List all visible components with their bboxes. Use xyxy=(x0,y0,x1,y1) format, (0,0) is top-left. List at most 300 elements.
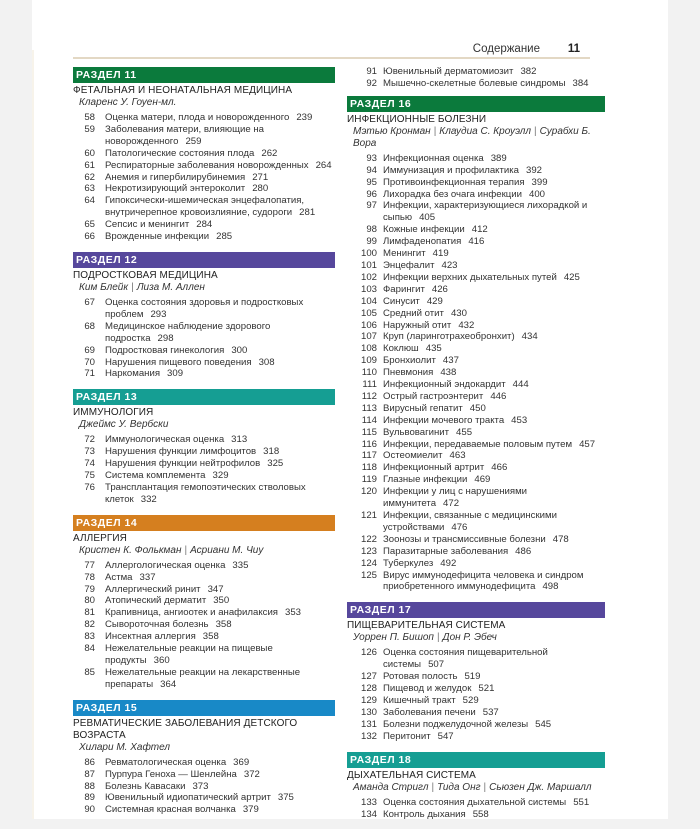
section-label-bar: РАЗДЕЛ 15 xyxy=(73,700,335,716)
toc-entry[interactable] xyxy=(73,345,335,357)
chapter-page: 425 xyxy=(563,271,580,283)
chapter-list xyxy=(73,112,335,243)
chapter-number: 93 xyxy=(366,152,377,164)
toc-entry[interactable] xyxy=(73,607,335,619)
toc-entry[interactable] xyxy=(347,510,605,534)
chapter-number: 130 xyxy=(360,706,377,718)
toc-entry[interactable] xyxy=(347,331,605,343)
chapter-page: 435 xyxy=(425,343,442,355)
chapter-title xyxy=(377,534,605,546)
chapter-title-text: Фарингит xyxy=(383,283,425,295)
toc-entry[interactable] xyxy=(347,320,605,332)
toc-entry[interactable] xyxy=(347,486,605,510)
chapter-number: 80 xyxy=(84,595,95,607)
chapter-page: 453 xyxy=(511,414,528,426)
chapter-title-text: Инсектная аллергия xyxy=(105,631,196,643)
chapter-page: 444 xyxy=(512,379,529,391)
chapter-page: 547 xyxy=(437,730,454,742)
toc-section-13 xyxy=(73,389,335,505)
toc-entry[interactable] xyxy=(73,446,335,458)
chapter-title-text: Болезни поджелудочной железы xyxy=(383,718,529,730)
chapter-title-text: Система комплемента xyxy=(105,470,206,482)
author-separator: | xyxy=(131,281,134,293)
chapter-title xyxy=(377,403,605,415)
chapter-page: 419 xyxy=(432,248,449,260)
chapter-page: 432 xyxy=(458,319,475,331)
chapter-title xyxy=(377,260,605,272)
chapter-number: 121 xyxy=(360,510,377,521)
chapter-number: 59 xyxy=(84,123,95,135)
chapter-title xyxy=(377,78,605,90)
chapter-title xyxy=(377,343,605,355)
chapter-title xyxy=(377,66,605,78)
chapter-number: 129 xyxy=(360,694,377,706)
toc-entry[interactable] xyxy=(73,219,335,231)
chapter-page: 551 xyxy=(573,796,590,808)
chapter-page: 558 xyxy=(472,808,489,820)
chapter-page: 412 xyxy=(471,224,488,236)
toc-entry[interactable] xyxy=(347,546,605,558)
chapter-page: 373 xyxy=(192,780,209,792)
toc-entry[interactable] xyxy=(73,667,335,691)
chapter-title-text: Ревматологическая оценка xyxy=(105,756,227,768)
chapter-page: 450 xyxy=(469,402,486,414)
chapter-page: 318 xyxy=(263,446,280,458)
chapter-title-text: Лимфаденопатия xyxy=(383,236,462,248)
chapter-title xyxy=(377,308,605,320)
chapter-title xyxy=(95,482,335,506)
chapter-number: 77 xyxy=(84,559,95,571)
toc-entry[interactable] xyxy=(347,78,605,90)
chapter-title-text: Аллергический ринит xyxy=(105,583,201,595)
chapter-number: 83 xyxy=(84,631,95,643)
chapter-title xyxy=(95,148,335,160)
chapter-page: 281 xyxy=(299,207,316,219)
author-separator: | xyxy=(431,781,435,793)
chapter-title xyxy=(377,671,605,683)
author-name: Ким Блейк xyxy=(79,281,129,293)
chapter-number: 78 xyxy=(84,571,95,583)
chapter-title xyxy=(377,200,605,224)
chapter-page: 446 xyxy=(490,390,507,402)
chapter-title-text: Некротизирующий энтероколит xyxy=(105,183,246,195)
chapter-title xyxy=(95,183,335,195)
chapter-number: 73 xyxy=(84,446,95,458)
toc-entry[interactable] xyxy=(347,719,605,731)
page-edge xyxy=(32,50,34,819)
toc-column-left xyxy=(73,67,335,825)
chapter-title-text: Наружный отит xyxy=(383,319,452,331)
chapter-page: 472 xyxy=(443,498,460,510)
toc-entry[interactable] xyxy=(347,236,605,248)
chapter-number: 71 xyxy=(84,368,95,380)
toc-entry[interactable] xyxy=(347,379,605,391)
chapter-page: 325 xyxy=(267,458,284,470)
chapter-title-text: Средний отит xyxy=(383,307,444,319)
toc-entry[interactable] xyxy=(347,558,605,570)
chapter-title xyxy=(95,757,335,769)
chapter-title-text: Инфекционный артрит xyxy=(383,462,485,474)
chapter-title-text: Нарушения функции нейтрофилов xyxy=(105,458,261,470)
toc-section-16 xyxy=(347,96,605,594)
chapter-title xyxy=(377,296,605,308)
chapter-page: 337 xyxy=(139,571,156,583)
toc-entry[interactable] xyxy=(347,189,605,201)
chapter-number: 114 xyxy=(361,414,377,426)
chapter-title xyxy=(377,439,605,451)
chapter-number: 62 xyxy=(84,171,95,183)
toc-entry[interactable] xyxy=(73,112,335,124)
author-name: Кристен К. Фолькман xyxy=(79,544,182,556)
chapter-title-text: Синусит xyxy=(383,295,420,307)
section-label-bar: РАЗДЕЛ 13 xyxy=(73,389,335,405)
chapter-title xyxy=(377,683,605,695)
chapter-page: 347 xyxy=(207,583,224,595)
chapter-number: 85 xyxy=(84,666,95,678)
chapter-title-text: Аллергологическая оценка xyxy=(105,559,226,571)
toc-entry[interactable] xyxy=(347,797,605,809)
chapter-title-text: Зоонозы и трансмиссивные болезни xyxy=(383,533,546,545)
chapter-number: 82 xyxy=(84,619,95,631)
chapter-title xyxy=(377,450,605,462)
toc-section-11 xyxy=(73,67,335,243)
chapter-number: 60 xyxy=(84,147,95,159)
chapter-page: 262 xyxy=(261,147,278,159)
chapter-page: 364 xyxy=(160,678,177,690)
chapter-title xyxy=(95,446,335,458)
chapter-number: 66 xyxy=(84,231,95,243)
section-title: ИНФЕКЦИОННЫЕ БОЛЕЗНИ xyxy=(347,113,487,125)
author-name: Сьюзен Дж. Маршалл xyxy=(489,781,592,793)
chapter-title-text: Анемия и гипербилирубинемия xyxy=(105,171,246,183)
chapter-page: 507 xyxy=(428,659,445,671)
chapter-title xyxy=(377,719,605,731)
chapter-page: 293 xyxy=(150,308,167,320)
chapter-page: 400 xyxy=(528,188,545,200)
toc-entry[interactable] xyxy=(347,308,605,320)
toc-entry[interactable] xyxy=(73,804,335,816)
chapter-title xyxy=(95,368,335,380)
chapter-page: 455 xyxy=(456,426,473,438)
chapter-title-text: Нарушения пищевого поведения xyxy=(105,356,252,368)
chapter-title xyxy=(377,272,605,284)
toc-section-17 xyxy=(347,602,605,742)
chapter-page: 537 xyxy=(482,706,499,718)
chapter-number: 84 xyxy=(84,643,95,655)
chapter-title xyxy=(95,572,335,584)
toc-entry[interactable] xyxy=(347,671,605,683)
chapter-title xyxy=(377,391,605,403)
chapter-title-text: Кожные инфекции xyxy=(383,224,465,236)
chapter-number: 94 xyxy=(366,164,377,176)
chapter-title xyxy=(377,797,605,809)
toc-entry[interactable] xyxy=(73,470,335,482)
toc-entry[interactable] xyxy=(73,643,335,667)
chapter-title xyxy=(377,707,605,719)
section-authors xyxy=(353,126,605,150)
chapter-number: 96 xyxy=(366,188,377,200)
chapter-title xyxy=(377,695,605,707)
toc-entry[interactable] xyxy=(347,534,605,546)
toc-entry[interactable] xyxy=(73,357,335,369)
chapter-page: 298 xyxy=(157,332,174,344)
chapter-title xyxy=(377,486,605,510)
toc-entry[interactable] xyxy=(347,439,605,451)
chapter-page: 285 xyxy=(216,231,233,243)
chapter-title-text: Контроль дыхания xyxy=(383,808,466,820)
chapter-title-text: Респираторные заболевания новорожденных xyxy=(105,159,309,171)
chapter-page: 416 xyxy=(468,236,485,248)
toc-entry[interactable] xyxy=(73,321,335,345)
chapter-title-text: Противоинфекционная терапия xyxy=(383,176,525,188)
toc-entry[interactable] xyxy=(347,450,605,462)
toc-entry[interactable] xyxy=(347,200,605,224)
toc-entry[interactable] xyxy=(347,570,605,594)
chapter-title xyxy=(377,462,605,474)
toc-entry[interactable] xyxy=(347,165,605,177)
toc-entry[interactable] xyxy=(73,631,335,643)
chapter-title-text: Мышечно-скелетные болевые синдромы xyxy=(383,77,566,89)
toc-entry[interactable] xyxy=(73,172,335,184)
toc-section-15 xyxy=(73,700,335,817)
chapter-number: 133 xyxy=(360,796,377,808)
toc-entry[interactable] xyxy=(73,595,335,607)
toc-entry[interactable] xyxy=(347,731,605,743)
section-title: ДЫХАТЕЛЬНАЯ СИСТЕМА xyxy=(347,769,476,781)
chapter-title xyxy=(95,470,335,482)
chapter-page: 392 xyxy=(525,164,542,176)
toc-entry[interactable] xyxy=(347,224,605,236)
chapter-number: 104 xyxy=(360,295,377,307)
chapter-title xyxy=(95,619,335,631)
chapter-page: 369 xyxy=(233,756,250,768)
toc-entry[interactable] xyxy=(73,297,335,321)
toc-entry[interactable] xyxy=(347,153,605,165)
toc-entry[interactable] xyxy=(347,272,605,284)
chapter-number: 70 xyxy=(84,356,95,368)
chapter-page: 309 xyxy=(167,368,184,380)
chapter-title xyxy=(377,570,605,594)
author-name: Уоррен П. Бишоп xyxy=(353,632,434,644)
chapter-page: 545 xyxy=(535,718,552,730)
chapter-title-text: Паразитарные заболевания xyxy=(383,545,509,557)
chapter-title-text: Иммунологическая оценка xyxy=(105,434,225,446)
chapter-number: 68 xyxy=(84,320,95,332)
chapter-number: 89 xyxy=(84,792,95,804)
chapter-title xyxy=(95,172,335,184)
chapter-page: 379 xyxy=(242,804,259,816)
chapter-title-text: Инфекции мочевого тракта xyxy=(383,414,505,426)
chapter-title-text: Крапивница, ангиоотек и анафилаксия xyxy=(105,607,279,619)
chapter-title xyxy=(95,667,335,691)
section-authors xyxy=(79,97,335,109)
toc-entry[interactable] xyxy=(73,195,335,219)
chapter-title-text: Острый гастроэнтерит xyxy=(383,390,484,402)
chapter-title-text: Сепсис и менингит xyxy=(105,219,190,231)
chapter-number: 116 xyxy=(361,438,377,450)
toc-entry[interactable] xyxy=(347,260,605,272)
chapter-title-text: Инфекционная оценка xyxy=(383,152,484,164)
author-separator: | xyxy=(483,781,487,793)
toc-entry[interactable] xyxy=(73,769,335,781)
author-separator: | xyxy=(184,544,188,556)
toc-entry[interactable] xyxy=(73,757,335,769)
chapter-title xyxy=(377,153,605,165)
toc-entry[interactable] xyxy=(73,572,335,584)
chapter-title xyxy=(95,769,335,781)
toc-entry[interactable] xyxy=(73,368,335,380)
toc-entry[interactable] xyxy=(347,177,605,189)
chapter-title-text: Инфекции, передаваемые половым путем xyxy=(383,438,573,450)
chapter-title-text: Вирус иммунодефицита человека и синдром приобретенного иммунодефицита xyxy=(383,569,584,593)
chapter-title xyxy=(377,320,605,332)
chapter-title xyxy=(377,236,605,248)
chapter-title-text: Инфекции, характеризующиеся лихорадкой и сыпью xyxy=(383,200,588,224)
toc-section-12 xyxy=(73,252,335,380)
toc-entry[interactable] xyxy=(347,284,605,296)
chapter-page: 519 xyxy=(464,671,481,683)
chapter-number: 88 xyxy=(84,780,95,792)
chapter-title-text: Пищевод и желудок xyxy=(383,683,472,695)
author-name: Асриани М. Чиу xyxy=(190,544,264,556)
chapter-number: 122 xyxy=(360,533,377,545)
chapter-title-text: Вирусный гепатит xyxy=(383,402,463,414)
toc-entry[interactable] xyxy=(73,148,335,160)
chapter-number: 103 xyxy=(360,283,377,295)
toc-entry[interactable] xyxy=(73,619,335,631)
chapter-page: 478 xyxy=(552,533,569,545)
chapter-title xyxy=(377,415,605,427)
chapter-number: 115 xyxy=(361,426,377,438)
toc-entry[interactable] xyxy=(347,462,605,474)
chapter-page: 372 xyxy=(243,768,260,780)
chapter-title-text: Менингит xyxy=(383,248,426,260)
chapter-title-text: Нежелательные реакции на пищевые продукты xyxy=(105,643,273,666)
chapter-title-text: Ювенильный идиопатический артрит xyxy=(105,792,271,804)
toc-entry[interactable] xyxy=(347,248,605,260)
toc-entry[interactable] xyxy=(347,707,605,719)
toc-entry[interactable] xyxy=(347,355,605,367)
chapter-page: 350 xyxy=(213,595,230,607)
toc-entry[interactable] xyxy=(73,183,335,195)
chapter-number: 105 xyxy=(360,307,377,319)
chapter-page: 271 xyxy=(252,171,269,183)
toc-entry[interactable] xyxy=(73,781,335,793)
chapter-number: 127 xyxy=(360,671,377,683)
toc-entry[interactable] xyxy=(347,695,605,707)
chapter-title-text: Атопический дерматит xyxy=(105,595,207,607)
toc-entry[interactable] xyxy=(73,160,335,172)
toc-entry[interactable] xyxy=(347,391,605,403)
toc-entry[interactable] xyxy=(73,560,335,572)
chapter-list xyxy=(73,297,335,380)
chapter-page: 284 xyxy=(196,219,213,231)
chapter-page: 405 xyxy=(419,212,436,224)
toc-column-right xyxy=(347,66,605,829)
toc-entry[interactable] xyxy=(73,124,335,148)
chapter-title xyxy=(95,231,335,243)
chapter-page: 375 xyxy=(277,792,294,804)
chapter-title-text: Ювенильный дерматомиозит xyxy=(383,66,514,77)
chapter-title-text: Вульвовагинит xyxy=(383,426,450,438)
toc-entry[interactable] xyxy=(347,427,605,439)
toc-entry[interactable] xyxy=(73,584,335,596)
toc-entry[interactable] xyxy=(73,482,335,506)
chapter-number: 131 xyxy=(360,718,377,730)
chapter-title-text: Нежелательные реакции на лекарственные препараты xyxy=(105,666,301,690)
author-name: Дон Р. Эбеч xyxy=(442,632,497,644)
chapter-title xyxy=(377,731,605,743)
chapter-title-text: Инфекции, связанные с медицинскими устройствами xyxy=(383,510,557,533)
chapter-number: 102 xyxy=(360,271,377,283)
chapter-title xyxy=(377,546,605,558)
chapter-title xyxy=(377,165,605,177)
chapter-number: 86 xyxy=(84,756,95,768)
section-authors xyxy=(353,782,605,794)
chapter-title xyxy=(95,781,335,793)
chapter-title xyxy=(377,355,605,367)
section-title: РЕВМАТИЧЕСКИЕ ЗАБОЛЕВАНИЯ ДЕТСКОГО ВОЗРАСТА xyxy=(73,717,298,741)
chapter-page: 529 xyxy=(462,694,479,706)
chapter-title xyxy=(377,224,605,236)
toc-entry[interactable] xyxy=(347,647,605,671)
toc-entry[interactable] xyxy=(347,66,605,78)
chapter-number: 120 xyxy=(360,486,377,498)
chapter-page: 486 xyxy=(515,545,532,557)
chapter-number: 123 xyxy=(360,545,377,557)
author-name: Кларенс У. Гоуен-мл. xyxy=(79,97,177,108)
toc-entry[interactable] xyxy=(347,683,605,695)
chapter-number: 79 xyxy=(84,583,95,595)
toc-entry[interactable] xyxy=(347,296,605,308)
chapter-page: 384 xyxy=(572,77,589,89)
chapter-title xyxy=(377,647,605,671)
toc-entry[interactable] xyxy=(73,792,335,804)
toc-entry[interactable] xyxy=(73,231,335,243)
chapter-number: 97 xyxy=(366,200,377,212)
toc-entry[interactable] xyxy=(347,474,605,486)
toc-entry[interactable] xyxy=(347,403,605,415)
chapter-number: 64 xyxy=(84,195,95,207)
author-name: Лиза М. Аллен xyxy=(136,281,205,293)
chapter-title-text: Пурпура Геноха — Шенлейна xyxy=(105,768,237,780)
toc-entry[interactable] xyxy=(347,415,605,427)
chapter-title-text: Глазные инфекции xyxy=(383,474,468,486)
chapter-title-text: Патологические состояния плода xyxy=(105,147,255,159)
chapter-title-text: Болезнь Кавасаки xyxy=(105,780,186,792)
author-name: Клаудиа С. Кроуэлл xyxy=(439,125,532,137)
toc-entry[interactable] xyxy=(347,343,605,355)
chapter-number: 109 xyxy=(360,355,377,367)
chapter-number: 98 xyxy=(366,224,377,236)
chapter-number: 124 xyxy=(360,557,377,569)
chapter-title-text: Оценка состояния здоровья и подростковых проблем xyxy=(105,296,304,320)
chapter-list xyxy=(347,647,605,742)
chapter-title-text: Астма xyxy=(105,571,133,583)
chapter-title-text: Кишечный тракт xyxy=(383,694,456,706)
toc-entry[interactable] xyxy=(347,367,605,379)
chapter-number: 72 xyxy=(84,434,95,446)
chapter-page: 438 xyxy=(440,367,457,379)
author-name: Мэтью Кронман xyxy=(353,125,431,137)
chapter-title xyxy=(95,595,335,607)
chapter-title xyxy=(377,177,605,189)
chapter-page: 360 xyxy=(153,655,170,666)
toc-entry[interactable] xyxy=(73,458,335,470)
chapter-title-text: Перитонит xyxy=(383,730,431,742)
chapter-page: 308 xyxy=(258,356,275,368)
toc-entry[interactable] xyxy=(73,434,335,446)
